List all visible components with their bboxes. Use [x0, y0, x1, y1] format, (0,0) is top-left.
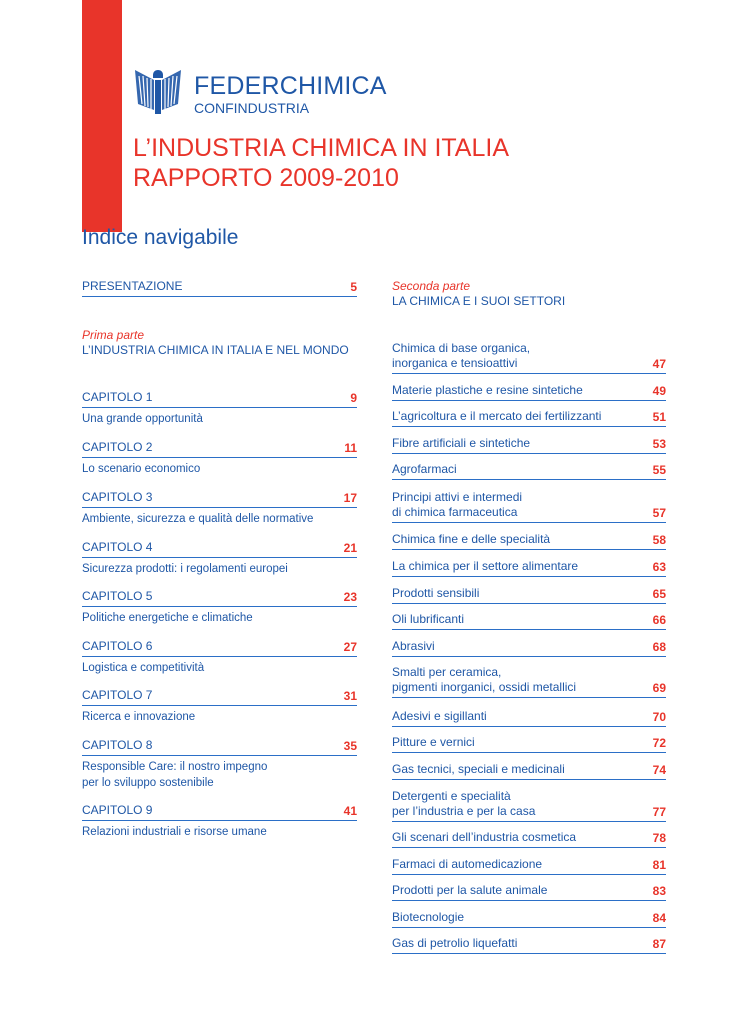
toc-sector[interactable]: [392, 830, 666, 848]
toc-sector[interactable]: [392, 559, 666, 577]
toc-page: 5: [350, 280, 357, 294]
report-subtitle: RAPPORTO 2009-2010: [133, 164, 399, 192]
seconda-parte-header: [392, 279, 565, 309]
chapter-desc: Sicurezza prodotti: i regolamenti europei: [82, 563, 288, 575]
toc-sector[interactable]: [392, 665, 666, 698]
toc-page: 31: [343, 689, 357, 703]
eagle-emblem-icon: [132, 64, 184, 118]
toc-page: 53: [652, 437, 666, 451]
toc-page: 72: [652, 736, 666, 750]
chapter-desc: Logistica e competitività: [82, 662, 205, 674]
toc-sector[interactable]: [392, 936, 666, 954]
report-title: L’INDUSTRIA CHIMICA IN ITALIA: [133, 134, 510, 162]
toc-label: CAPITOLO 2: [82, 440, 153, 454]
toc-chapter[interactable]: [82, 738, 357, 756]
toc-label: Prodotti sensibili: [392, 586, 480, 600]
toc-sector[interactable]: [392, 383, 666, 401]
toc-page: 74: [652, 763, 666, 777]
toc-label: Fibre artificiali e sintetiche: [392, 436, 531, 450]
toc-label: CAPITOLO 9: [82, 803, 153, 817]
toc-page: 47: [652, 357, 666, 371]
toc-label: Pitture e vernici: [392, 735, 475, 749]
toc-label: PRESENTAZIONE: [82, 279, 183, 293]
toc-label: Principi attivi e intermedi: [392, 490, 523, 504]
toc-page: 9: [350, 391, 357, 405]
toc-label: La chimica per il settore alimentare: [392, 559, 579, 573]
toc-chapter[interactable]: [82, 440, 357, 458]
toc-sector[interactable]: [392, 490, 666, 523]
toc-page: 84: [652, 911, 666, 925]
toc-sector[interactable]: [392, 883, 666, 901]
toc-sector[interactable]: [392, 857, 666, 875]
toc-page: 83: [652, 884, 666, 898]
index-heading: Indice navigabile: [82, 226, 239, 249]
toc-label: inorganica e tensioattivi: [392, 356, 518, 370]
toc-page: 69: [652, 681, 666, 695]
part-tag: Seconda parte: [392, 279, 471, 293]
toc-page: 41: [343, 804, 357, 818]
toc-page: 27: [343, 640, 357, 654]
toc-label: CAPITOLO 5: [82, 589, 153, 603]
toc-sector[interactable]: [392, 735, 666, 753]
toc-page: 70: [652, 710, 666, 724]
toc-label: CAPITOLO 4: [82, 540, 153, 554]
toc-label: per l’industria e per la casa: [392, 804, 536, 818]
toc-sector[interactable]: [392, 789, 666, 822]
toc-page: 57: [652, 506, 666, 520]
toc-page: 65: [652, 587, 666, 601]
toc-presentazione[interactable]: [82, 279, 357, 297]
toc-label: Detergenti e specialità: [392, 789, 511, 803]
toc-label: Biotecnologie: [392, 910, 465, 924]
toc-sector[interactable]: [392, 436, 666, 454]
toc-chapter[interactable]: [82, 639, 357, 657]
toc-sector[interactable]: [392, 341, 666, 374]
toc-label: CAPITOLO 6: [82, 639, 153, 653]
toc-label: Smalti per ceramica,: [392, 665, 502, 679]
toc-page: 58: [652, 533, 666, 547]
toc-chapter[interactable]: [82, 589, 357, 607]
chapter-desc: Una grande opportunità: [82, 413, 203, 425]
toc-page: 81: [652, 858, 666, 872]
toc-sector[interactable]: [392, 762, 666, 780]
toc-label: Oli lubrificanti: [392, 612, 465, 626]
toc-label: Gas di petrolio liquefatti: [392, 936, 518, 950]
toc-chapter[interactable]: [82, 390, 357, 408]
toc-page: 63: [652, 560, 666, 574]
toc-chapter[interactable]: [82, 490, 357, 508]
toc-label: Chimica fine e delle specialità: [392, 532, 551, 546]
toc-chapter[interactable]: [82, 803, 357, 821]
toc-sector[interactable]: [392, 532, 666, 550]
toc-label: Abrasivi: [392, 639, 435, 653]
toc-page: 17: [343, 491, 357, 505]
toc-page: 35: [343, 739, 357, 753]
toc-page: 66: [652, 613, 666, 627]
red-accent-bar: [82, 0, 122, 232]
toc-page: 78: [652, 831, 666, 845]
toc-label: Chimica di base organica,: [392, 341, 531, 355]
chapter-desc: Ricerca e innovazione: [82, 711, 196, 723]
toc-page: 68: [652, 640, 666, 654]
toc-sector[interactable]: [392, 910, 666, 928]
toc-chapter[interactable]: [82, 540, 357, 558]
brand-name: FEDERCHIMICA: [194, 72, 387, 100]
chapter-desc: Relazioni industriali e risorse umane: [82, 826, 267, 838]
toc-label: Farmaci di automedicazione: [392, 857, 543, 871]
chapter-desc: Responsible Care: il nostro impegno: [82, 761, 268, 773]
toc-label: Agrofarmaci: [392, 462, 457, 476]
toc-sector[interactable]: [392, 639, 666, 657]
chapter-desc: Lo scenario economico: [82, 463, 201, 475]
part-tag: Prima parte: [82, 328, 145, 342]
chapter-desc: Ambiente, sicurezza e qualità delle normative: [82, 513, 314, 525]
toc-chapter[interactable]: [82, 688, 357, 706]
toc-sector[interactable]: [392, 612, 666, 630]
toc-label: CAPITOLO 8: [82, 738, 153, 752]
toc-sector[interactable]: [392, 709, 666, 727]
toc-label: CAPITOLO 1: [82, 390, 153, 404]
toc-label: pigmenti inorganici, ossidi metallici: [392, 680, 577, 694]
chapter-desc: Politiche energetiche e climatiche: [82, 612, 253, 624]
toc-page: 77: [652, 805, 666, 819]
toc-sector[interactable]: [392, 462, 666, 480]
toc-page: 11: [344, 441, 357, 455]
part-heading: LA CHIMICA E I SUOI SETTORI: [392, 294, 566, 308]
toc-label: L’agricoltura e il mercato dei fertilizzanti: [392, 409, 602, 423]
chapter-desc: per lo sviluppo sostenibile: [82, 777, 214, 789]
toc-page: 23: [343, 590, 357, 604]
toc-label: Gas tecnici, speciali e medicinali: [392, 762, 565, 776]
toc-page: 55: [652, 463, 666, 477]
toc-label: Adesivi e sigillanti: [392, 709, 487, 723]
toc-page: 49: [652, 384, 666, 398]
toc-label: CAPITOLO 3: [82, 490, 153, 504]
prima-parte-header: [82, 328, 349, 358]
brand-block: [194, 72, 387, 116]
toc-label: di chimica farmaceutica: [392, 505, 518, 519]
part-heading: L’INDUSTRIA CHIMICA IN ITALIA E NEL MONDO: [82, 343, 349, 357]
toc-sector[interactable]: [392, 586, 666, 604]
toc-page: 21: [343, 541, 357, 555]
toc-label: Gli scenari dell’industria cosmetica: [392, 830, 577, 844]
toc-label: CAPITOLO 7: [82, 688, 153, 702]
brand-sub: CONFINDUSTRIA: [194, 100, 310, 116]
toc-sector[interactable]: [392, 409, 666, 427]
toc-label: Prodotti per la salute animale: [392, 883, 548, 897]
toc-page: 87: [652, 937, 666, 951]
toc-label: Materie plastiche e resine sintetiche: [392, 383, 583, 397]
toc-page: 51: [652, 410, 666, 424]
